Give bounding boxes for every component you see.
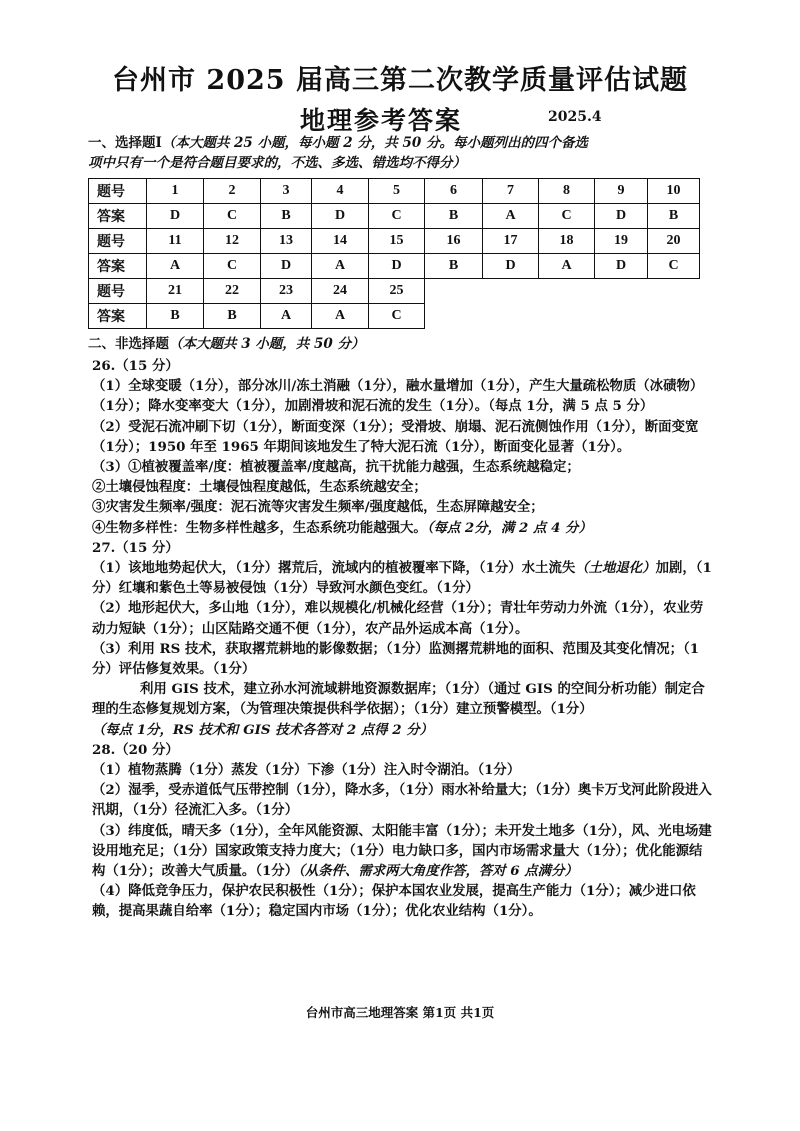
q27-part1-text-b: 加剧，（1分）红壤和紫色土等易被侵蚀（1分）导致河水颜色变红。（1分） [92,560,712,597]
date-label: 2025.4 [548,109,602,125]
page-subtitle: 地理参考答案 [300,106,463,135]
answer-table-cell: 8 [539,179,595,204]
answer-table-row [89,279,700,304]
answer-table-cell: 18 [539,229,595,254]
answer-table-row [89,229,700,254]
answers-content [92,356,712,922]
answer-table-cell: 5 [369,179,425,204]
answer-table-cell: D [147,204,204,229]
answer-table-cell: B [425,204,483,229]
answer-table-cell: 12 [204,229,261,254]
answer-table-cell: 23 [261,279,312,304]
q28-part3 [92,821,712,882]
answer-table-cell: 13 [261,229,312,254]
answer-table-cell: A [312,254,369,279]
answer-table-cell: C [204,254,261,279]
answer-table-cell: B [425,254,483,279]
answer-table-cell: 6 [425,179,483,204]
section2-note: （本大题共 3 小题，共 50 分） [169,336,365,352]
section1-note-line1: （本大题共 25 小题，每小题 2 分，共 50 分。每小题列出的四个备选 [161,135,588,151]
answer-table-cell: 11 [147,229,204,254]
q26-scoring-note: （每点 2分，满 2 点 4 分） [426,519,592,536]
answer-table-row-header: 题号 [89,279,147,304]
answer-table-cell: B [204,304,261,329]
answer-table-cell: D [369,254,425,279]
answer-table-cell: 25 [369,279,425,304]
subtitle-row [0,101,800,135]
answer-table-cell: 19 [595,229,648,254]
answer-table-cell: 20 [648,229,700,254]
q27-heading: 27.（15 分） [92,539,179,556]
answer-table-cell: D [595,204,648,229]
answer-table-row-header: 答案 [89,254,147,279]
answer-table-cell: A [483,204,539,229]
q28-part4: （4）降低竞争压力，保护农民积极性（1分）；保护本国农业发展，提高生产能力（1分）；减少进口依赖，提高果蔬自给率（1分）；稳定国内市场（1分）；优化农业结构（1分）。 [92,883,696,920]
answer-table-row [89,179,700,204]
answer-table-cell: D [261,254,312,279]
answer-table-cell: C [204,204,261,229]
answer-table-cell: 22 [204,279,261,304]
answer-table-row [89,254,700,279]
answer-table-cell: C [648,254,700,279]
q27-scoring-note: （每点 1分，RS 技术和 GIS 技术各答对 2 点得 2 分） [92,721,434,738]
q27-part3-gis: 利用 GIS 技术，建立孙水河流域耕地资源数据库；（1分）（通过 GIS 的空间分析功能）制定合理的生态修复规划方案，（为管理决策提供科学依据）；（1分）建立预警模型。（1分） [92,681,705,718]
answer-table [88,178,700,329]
q26-heading: 26.（15 分） [92,358,179,374]
q26-part2: （2）受泥石流冲刷下切（1分），断面变深（1分）；受滑坡、崩塌、泥石流侧蚀作用（1分），断面变宽（1分）；1950 年至 1965 年期间该地发生了特大泥石流（1分），断面变化显著（1分）。 [92,418,699,455]
answer-table-cell: C [369,304,425,329]
answer-table-cell: 9 [595,179,648,204]
answer-table-cell: C [369,204,425,229]
section1-heading [88,133,728,173]
answer-table-row-header: 答案 [89,204,147,229]
section1-note-line2: 项中只有一个是符合题目要求的，不选、多选、错选均不得分） [88,155,466,171]
answer-table-row-header: 答案 [89,304,147,329]
answer-table-cell: 21 [147,279,204,304]
q26-part1: （1）全球变暖（1分），部分冰川/冻土消融（1分），融水量增加（1分），产生大量疏松物质（冰碛物）（1分）；降水变率变大（1分），加剧滑坡和泥石流的发生（1分）。（每点 1分，满 5 点 5 分） [92,378,704,415]
answer-table-cell: 7 [483,179,539,204]
answer-table-cell: A [312,304,369,329]
q27-part1 [92,558,712,598]
answer-table-cell: 3 [261,179,312,204]
q26-part3-item3: ③灾害发生频率/强度：泥石流等灾害发生频率/强度越低，生态屏障越安全； [92,499,544,516]
section1-title: 一、选择题Ⅰ [88,135,162,151]
answer-table-cell: A [147,254,204,279]
answer-table-cell: A [539,254,595,279]
answer-table-cell: 2 [204,179,261,204]
answer-table-cell: C [539,204,595,229]
answer-table-cell: D [312,204,369,229]
section2-heading [88,334,728,354]
q28-part2: （2）湿季，受赤道低气压带控制（1分），降水多，（1分）雨水补给量大；（1分）奥卡万戈河此阶段进入汛期，（1分）径流汇入多。（1分） [92,782,712,819]
answer-table-cell: 1 [147,179,204,204]
q26-part3-item4-text: ④生物多样性：生物多样性越多，生态系统功能越强大。 [92,519,427,536]
answer-table-cell: B [261,204,312,229]
answer-table-row [89,204,700,229]
q27-part3: （3）利用 RS 技术，获取撂荒耕地的影像数据；（1分）监测撂荒耕地的面积、范围及其变化情况；（1分）评估修复效果。（1分） [92,640,700,678]
q28-part3-text: （3）纬度低，晴天多（1分），全年风能资源、太阳能丰富（1分）；未开发土地多（1分），风、光电场建设用地充足；（1分）国家政策支持力度大；（1分）电力缺口多，国内市场需求量大（1分）；优化能源结构（1分）；改善大气质量。（1分） [92,822,712,880]
answer-table-cell: 10 [648,179,700,204]
page-title: 台州市 2025 届高三第二次教学质量评估试题 [112,65,688,96]
q28-heading: 28.（20 分） [92,741,179,758]
answer-table-cell: B [648,204,700,229]
answer-table-cell: A [261,304,312,329]
answer-table-row-header: 题号 [89,229,147,254]
q26-part3-item4 [92,518,712,538]
answer-table-cell: B [147,304,204,329]
q28-scoring-note: （从条件、需求两大角度作答，答对 6 点满分） [298,863,578,880]
section2-title: 二、非选择题 [88,336,169,352]
q26-part3-item2: ②土壤侵蚀程度：土壤侵蚀程度越低，生态系统越安全； [92,479,427,496]
answer-table-row-header: 题号 [89,179,147,204]
page-footer: 台州市高三地理答案 第1页 共1页 [305,1005,495,1020]
q28-part1: （1）植物蒸腾（1分）蒸发（1分）下渗（1分）注入时令湖泊。（1分） [92,762,521,779]
answer-table-cell: D [483,254,539,279]
answer-table-cell: D [595,254,648,279]
answer-table-cell: 15 [369,229,425,254]
answer-table-cell: 16 [425,229,483,254]
q27-part1-aside: （土地退化） [575,560,656,577]
q27-part2: （2）地形起伏大，多山地（1分），难以规模化/机械化经营（1分）；青壮年劳动力外流（1分），农业劳动力短缺（1分）；山区陆路交通不便（1分），农产品外运成本高（1分）。 [92,600,704,637]
answer-table-cell: 17 [483,229,539,254]
answer-table-row [89,304,700,329]
answer-table-cell: 4 [312,179,369,204]
q26-part3: （3）①植被覆盖率/度：植被覆盖率/度越高，抗干扰能力越强，生态系统越稳定； [92,459,580,476]
q27-part1-text-a: （1）该地地势起伏大，（1分）撂荒后，流域内的植被覆率下降，（1分）水土流失 [92,560,576,577]
answer-table-cell: 14 [312,229,369,254]
answer-table-cell: 24 [312,279,369,304]
